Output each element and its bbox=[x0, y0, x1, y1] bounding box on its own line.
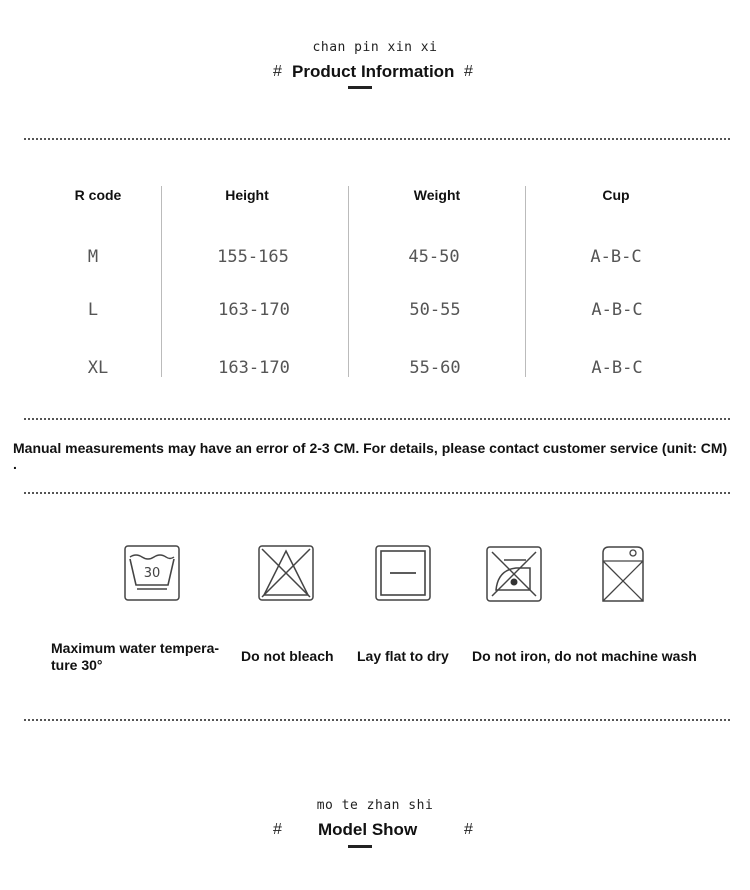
measurement-note: Manual measurements may have an error of 2-3 CM. For details, please contact customer service (unit: CM) bbox=[13, 440, 728, 456]
table-cell: 155-165 bbox=[217, 247, 289, 267]
table-cell: 50-55 bbox=[409, 300, 461, 320]
header-r-code: R code bbox=[74, 187, 122, 203]
header-height: Height bbox=[225, 187, 269, 203]
column-divider bbox=[348, 186, 349, 377]
label-lay-flat: Lay flat to dry bbox=[357, 648, 449, 664]
table-cell: 163-170 bbox=[218, 300, 290, 320]
table-cell: A-B-C bbox=[591, 300, 643, 320]
hash-left: # bbox=[273, 821, 282, 838]
no-iron-icon bbox=[486, 546, 542, 602]
header-weight: Weight bbox=[413, 187, 461, 203]
lay-flat-dry-icon bbox=[375, 545, 431, 601]
table-cell: 45-50 bbox=[408, 247, 460, 267]
column-divider bbox=[161, 186, 162, 377]
column-divider bbox=[525, 186, 526, 377]
hash-left: # bbox=[273, 63, 282, 80]
title-underline bbox=[348, 845, 372, 848]
dotted-divider bbox=[24, 418, 730, 420]
table-cell: XL bbox=[87, 358, 109, 378]
dotted-divider bbox=[24, 492, 730, 494]
section-pinyin: mo te zhan shi bbox=[316, 798, 434, 813]
dotted-divider bbox=[24, 138, 730, 140]
title-underline bbox=[348, 86, 372, 89]
wash-30-icon bbox=[124, 545, 180, 601]
table-cell: 163-170 bbox=[218, 358, 290, 378]
table-cell: M bbox=[87, 247, 99, 267]
table-cell: A-B-C bbox=[590, 247, 642, 267]
table-cell: A-B-C bbox=[591, 358, 643, 378]
page-title: Product Information bbox=[292, 62, 455, 81]
no-machine-wash-icon bbox=[600, 545, 646, 602]
dotted-divider bbox=[24, 719, 730, 721]
section-pinyin: chan pin xin xi bbox=[312, 40, 438, 55]
hash-right: # bbox=[464, 821, 473, 838]
note-dot: . bbox=[13, 456, 17, 472]
label-water-temp: Maximum water tempera-ture 30° bbox=[51, 640, 220, 673]
label-no-iron-wash: Do not iron, do not machine wash bbox=[472, 648, 697, 664]
table-cell: L bbox=[87, 300, 99, 320]
wash-temp-value: 30 bbox=[143, 566, 161, 581]
hash-right: # bbox=[464, 63, 473, 80]
header-cup: Cup bbox=[602, 187, 630, 203]
label-no-bleach: Do not bleach bbox=[241, 648, 334, 664]
no-bleach-icon bbox=[258, 545, 314, 601]
table-cell: 55-60 bbox=[409, 358, 461, 378]
section-title: Model Show bbox=[318, 820, 418, 839]
